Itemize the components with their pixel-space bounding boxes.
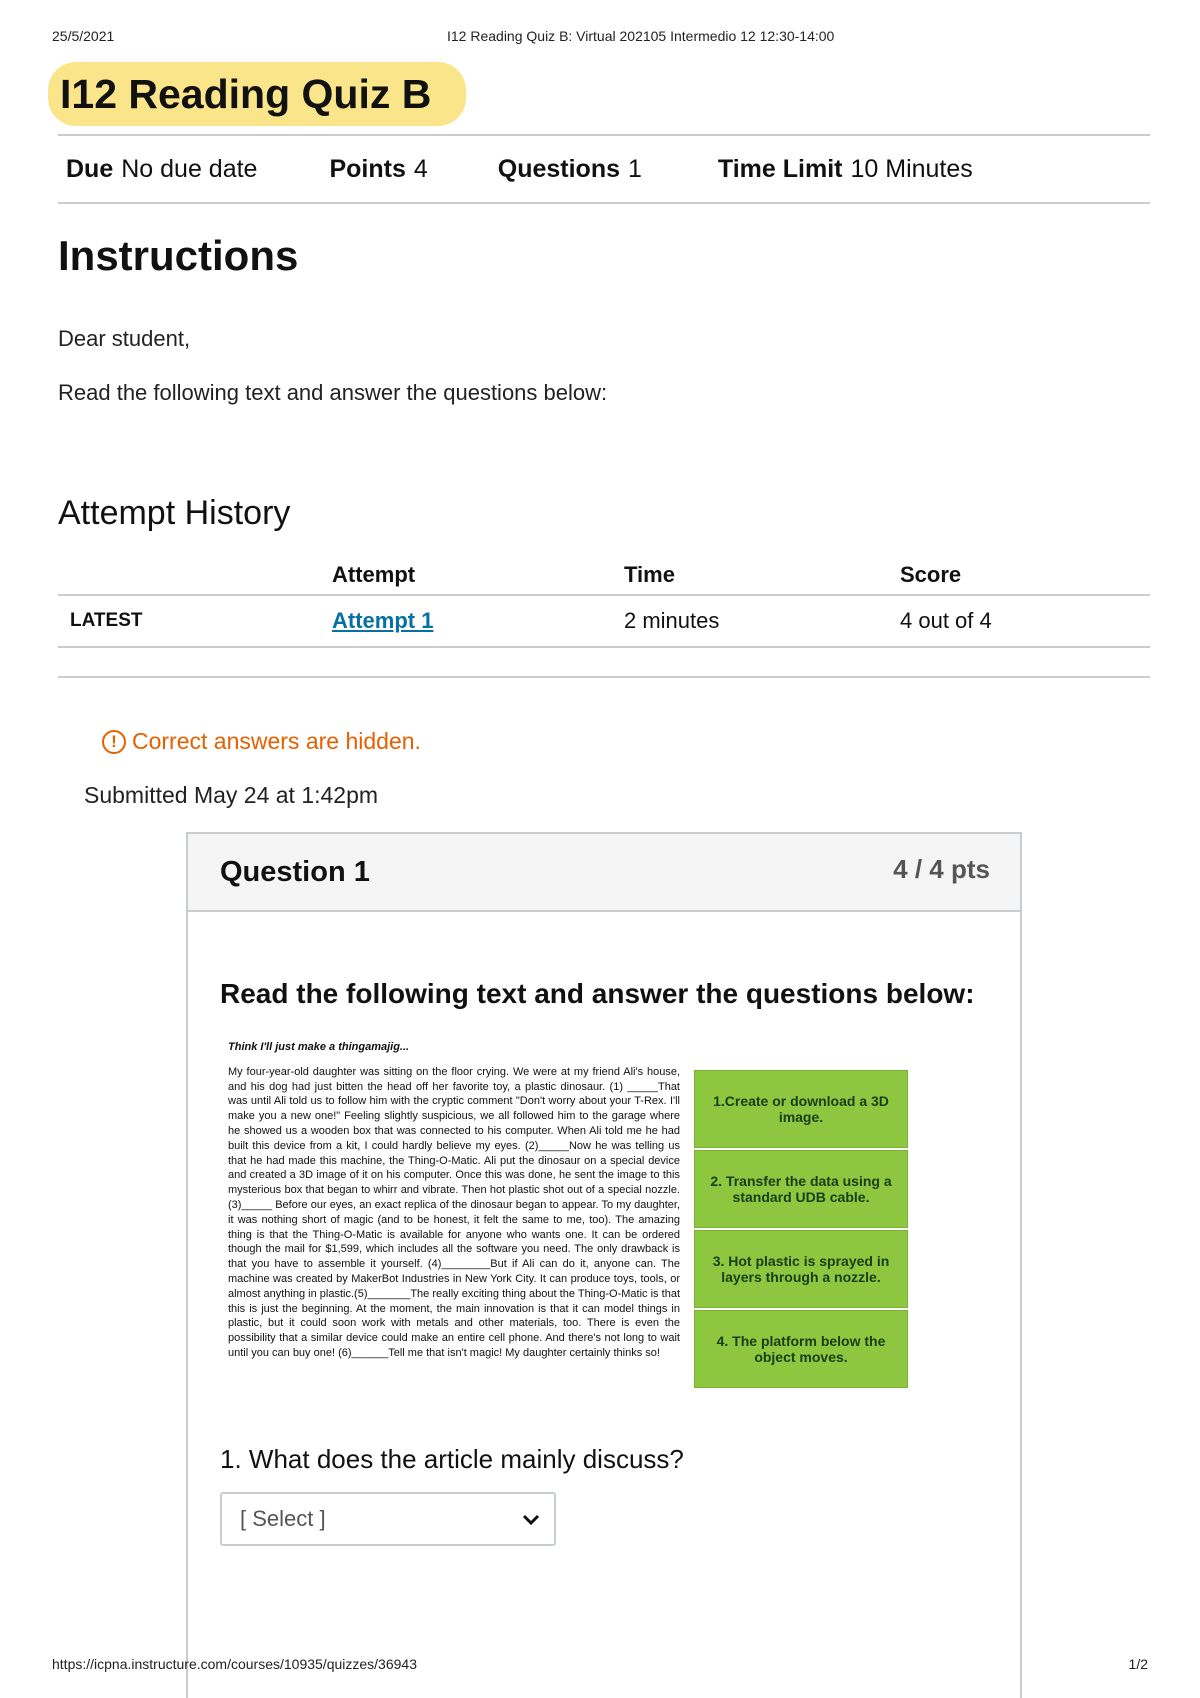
print-header xyxy=(0,28,1200,48)
sub-question-1: 1. What does the article mainly discuss? xyxy=(220,1444,684,1474)
table-row xyxy=(58,595,1150,647)
question-prompt: Read the following text and answer the questions below: xyxy=(220,978,975,1009)
table-header-row xyxy=(58,556,1150,595)
points-value: 4 xyxy=(413,154,428,183)
latest-tag: LATEST xyxy=(58,595,332,647)
print-url: https://icpna.instructure.com/courses/10935/quizzes/36943 xyxy=(52,1656,417,1672)
attempt-1-link[interactable]: Attempt 1 xyxy=(332,608,434,633)
instructions-text: Read the following text and answer the questions below: xyxy=(58,380,608,405)
questions-label: Questions xyxy=(497,154,621,183)
step-1: 1.Create or download a 3D image. xyxy=(694,1070,908,1148)
step-3: 3. Hot plastic is sprayed in layers through a nozzle. xyxy=(694,1230,908,1308)
quiz-meta-bar xyxy=(58,134,1150,204)
section-divider xyxy=(58,676,1150,678)
attempt-time: 2 minutes xyxy=(624,595,900,647)
answer-select[interactable] xyxy=(220,1492,556,1546)
instructions-greeting: Dear student, xyxy=(58,326,191,351)
attempt-history-heading: Attempt History xyxy=(58,494,291,532)
points-label: Points xyxy=(329,154,406,183)
process-steps xyxy=(694,1070,908,1390)
questions-meta xyxy=(498,155,642,184)
submitted-timestamp: Submitted May 24 at 1:42pm xyxy=(84,782,379,808)
print-footer xyxy=(0,1656,1200,1676)
attempt-cell xyxy=(332,595,624,647)
step-2: 2. Transfer the data using a standard UDB cable. xyxy=(694,1150,908,1228)
print-date: 25/5/2021 xyxy=(52,28,115,44)
due-value: No due date xyxy=(121,154,258,183)
print-page-number: 1/2 xyxy=(1128,1656,1148,1672)
print-title: I12 Reading Quiz B: Virtual 202105 Intermedio 12 12:30-14:00 xyxy=(447,28,835,44)
article-image xyxy=(228,1040,680,1361)
instructions-heading: Instructions xyxy=(58,232,299,279)
due-meta xyxy=(66,155,257,184)
due-label: Due xyxy=(66,154,114,183)
header-score: Score xyxy=(900,556,1150,595)
warning-icon: ! xyxy=(102,730,126,754)
header-blank xyxy=(58,556,332,595)
attempt-score: 4 out of 4 xyxy=(900,595,1150,647)
notice-text: Correct answers are hidden. xyxy=(132,728,421,754)
article-text: My four-year-old daughter was sitting on the floor crying. We were at my friend Ali's house, and his dog had just bitten the head off her favorite toy, a plastic dinosaur. (1) _____That was until Ali told us to follow him with the cryptic comment "Don't worry about your T-Rex. I'll make you a new one!" Feeling slightly suspicious, we all followed him to the garage where he showed us a wooden box that was connected to his computer. When Ali told me he had built this device from a kit, I could hardly believe my eyes. (2)_____Now he was telling us that he had made this machine, the Thing-O-Matic. Ali put the dinosaur on a special device and created a 3D image of it on his computer. Once this was done, he sent the image to this mysterious box that began to whirr and vibrate. Then hot plastic shot out of a special nozzle. (3)_____ Before our eyes, an exact replica of the dinosaur began to appear. To my daughter, it was nothing short of magic (and to be honest, it felt the same to me, too). The amazing thing is that the Thing-O-Matic is available for anyone who wants one. It can be ordered though the mail for $1,599, which includes all the software you need. The only drawback is that you have to assemble it yourself. (4)________But if Ali can do it, anyone can. The machine was created by MakerBot Industries in New York City. It can produce toys, tools, or almost anything in plastic.(5)_______The really exciting thing about the Thing-O-Matic is that this is just the beginning. At the moment, the main innovation is that it can model things in plastic, but it could soon work with metals and other materials, too. There is even the possibility that a similar device could make an entire cell phone. And there's not long to wait until you can buy one! (6)______Tell me that isn't magic! My daughter certainly thinks so! xyxy=(228,1065,680,1359)
header-time: Time xyxy=(624,556,900,595)
question-name: Question 1 xyxy=(220,856,370,888)
time-limit-label: Time Limit xyxy=(717,154,843,183)
question-header xyxy=(188,834,1020,912)
question-card xyxy=(186,832,1022,1698)
questions-value: 1 xyxy=(628,154,642,183)
step-4: 4. The platform below the object moves. xyxy=(694,1310,908,1388)
select-value: [ Select ] xyxy=(240,1506,326,1531)
time-limit-value: 10 Minutes xyxy=(850,154,973,183)
article-title: Think I'll just make a thingamajig... xyxy=(228,1041,410,1053)
attempt-history-table xyxy=(58,556,1150,648)
quiz-title: I12 Reading Quiz B xyxy=(48,62,466,126)
correct-answers-hidden-notice xyxy=(102,728,421,755)
chevron-down-icon xyxy=(520,1508,542,1530)
header-attempt: Attempt xyxy=(332,556,624,595)
question-points: 4 / 4 pts xyxy=(893,854,990,884)
time-limit-meta xyxy=(718,155,973,184)
points-meta xyxy=(329,155,427,184)
